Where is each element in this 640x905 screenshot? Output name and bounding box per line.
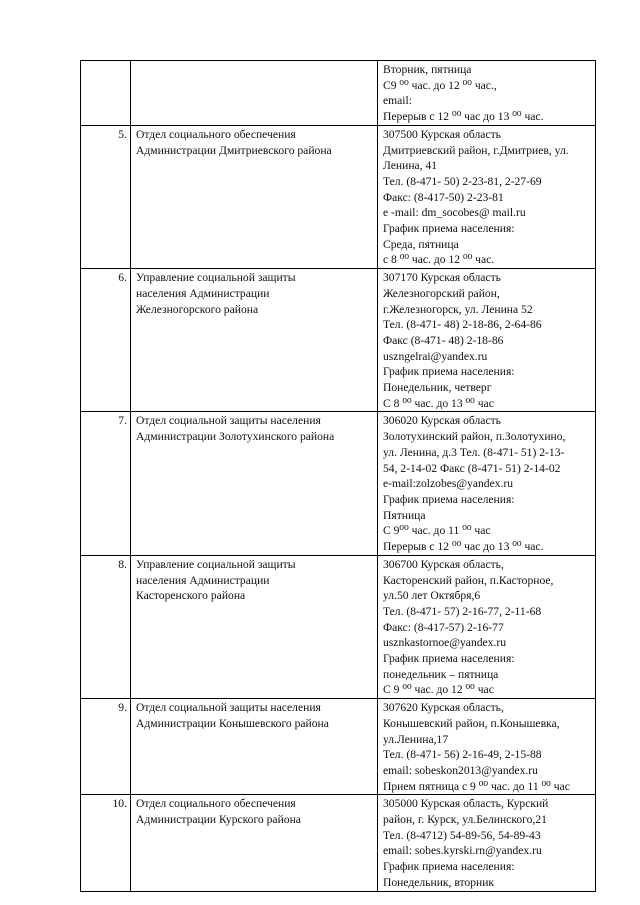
contact-line: Дмитриевский район, г.Дмитриев, ул. — [383, 143, 569, 157]
office-name-line: Железногорского района — [136, 302, 259, 316]
row-number: 9. — [81, 699, 131, 795]
contact-line: График приема населения: — [383, 860, 515, 874]
office-name-line: Администрации Конышевского района — [136, 716, 329, 730]
contact-line: Факс (8-471- 48) 2-18-86 — [383, 333, 504, 347]
contact-line: ул.Ленина,17 — [383, 732, 449, 746]
office-name-line: Отдел социальной защиты населения — [136, 701, 321, 715]
contact-line: Пятница — [383, 508, 426, 522]
contact-line: 307500 Курская область — [383, 127, 501, 141]
contact-line: район, г. Курск, ул.Белинского,21 — [383, 813, 547, 827]
contact-line: с 8 ⁰⁰ час. до 12 ⁰⁰ час. — [383, 253, 495, 267]
table-row — [81, 61, 596, 126]
contact-line: Перерыв с 12 ⁰⁰ час до 13 ⁰⁰ час. — [383, 540, 544, 554]
contact-line: email: sobes.kyrski.rn@yandex.ru — [383, 844, 542, 858]
office-name-line: Касторенского района — [136, 589, 246, 603]
contact-line: Понедельник, вторник — [383, 875, 495, 889]
contact-line: ул.50 лет Октября,6 — [383, 589, 481, 603]
contact-line: Факс: (8-417-50) 2-23-81 — [383, 190, 504, 204]
table-row — [81, 795, 596, 891]
contact-line: г.Железногорск, ул. Ленина 52 — [383, 302, 533, 316]
table-row — [81, 125, 596, 268]
contact-line: 307170 Курская область — [383, 271, 501, 285]
office-name-line: Управление социальной защиты — [136, 271, 296, 285]
contact-line: Тел. (8-471- 48) 2-18-86, 2-64-86 — [383, 318, 542, 332]
contact-line: Золотухинский район, п.Золотухино, — [383, 430, 566, 444]
offices-table — [80, 60, 596, 892]
contact-line: 306700 Курская область, — [383, 557, 504, 571]
office-name-line: Отдел социального обеспечения — [136, 127, 296, 141]
contact-line: e -mail: dm_socobes@ mail.ru — [383, 206, 526, 220]
office-name-line: Администрации Золотухинского района — [136, 430, 335, 444]
contact-line: С 8 ⁰⁰ час. до 13 ⁰⁰ час — [383, 396, 494, 410]
contact-line: Понедельник, четверг — [383, 381, 492, 395]
office-contact-cell — [378, 795, 596, 891]
row-number: 7. — [81, 412, 131, 555]
contact-line: Конышевский район, п.Конышевка, — [383, 716, 560, 730]
office-contact-cell — [378, 555, 596, 698]
office-contact-cell — [378, 61, 596, 126]
contact-line: С 9 ⁰⁰ час. до 12 ⁰⁰ час — [383, 683, 494, 697]
contact-line: График приема населения: — [383, 222, 515, 236]
office-name-line: Управление социальной защиты — [136, 557, 296, 571]
contact-line: С 9⁰⁰ час. до 11 ⁰⁰ час — [383, 524, 491, 538]
contact-line: С9 ⁰⁰ час. до 12 ⁰⁰ час., — [383, 78, 497, 92]
table-row — [81, 412, 596, 555]
contact-line: понедельник – пятница — [383, 667, 499, 681]
row-number: 6. — [81, 269, 131, 412]
contact-line: Тел. (8-471- 57) 2-16-77, 2-11-68 — [383, 604, 542, 618]
contact-line: Прием пятница с 9 ⁰⁰ час. до 11 ⁰⁰ час — [383, 779, 570, 793]
office-name-line: Администрации Курского района — [136, 813, 301, 827]
contact-line: Факс: (8-417-57) 2-16-77 — [383, 620, 504, 634]
contact-line: uszngelrai@yandex.ru — [383, 349, 488, 363]
contact-line: 306020 Курская область — [383, 414, 501, 428]
table-row — [81, 555, 596, 698]
contact-line: График приема населения: — [383, 365, 515, 379]
contact-line: 307620 Курская область, — [383, 701, 504, 715]
contact-line: email: sobeskon2013@yandex.ru — [383, 763, 538, 777]
office-contact-cell — [378, 699, 596, 795]
office-name-cell — [131, 795, 378, 891]
contact-line: Тел. (8-471- 50) 2-23-81, 2-27-69 — [383, 174, 542, 188]
office-name-cell — [131, 125, 378, 268]
table-row — [81, 269, 596, 412]
contact-line: Среда, пятница — [383, 237, 459, 251]
contact-line: Тел. (8-471- 56) 2-16-49, 2-15-88 — [383, 748, 542, 762]
row-number: 8. — [81, 555, 131, 698]
contact-line: ул. Ленина, д.3 Тел. (8-471- 51) 2-13- — [383, 445, 565, 459]
office-name-line: населения Администрации — [136, 286, 270, 300]
contact-line: Перерыв с 12 ⁰⁰ час до 13 ⁰⁰ час. — [383, 110, 544, 124]
contact-line: Касторенский район, п.Касторное, — [383, 573, 554, 587]
contact-line: Вторник, пятница — [383, 63, 472, 76]
contact-line: 54, 2-14-02 Факс (8-471- 51) 2-14-02 — [383, 461, 561, 475]
row-number — [81, 61, 131, 126]
office-name-cell — [131, 412, 378, 555]
contact-line: e-mail:zolzobes@yandex.ru — [383, 477, 514, 491]
office-name-line: Отдел социального обеспечения — [136, 797, 296, 811]
office-name-cell — [131, 269, 378, 412]
office-contact-cell — [378, 412, 596, 555]
contact-line: График приема населения: — [383, 492, 515, 506]
offices-table-body — [81, 61, 596, 892]
contact-line: 305000 Курская область, Курский — [383, 797, 549, 811]
office-name-cell — [131, 555, 378, 698]
contact-line: email: — [383, 94, 412, 108]
office-name-line: населения Администрации — [136, 573, 270, 587]
office-contact-cell — [378, 269, 596, 412]
contact-line: Железногорский район, — [383, 286, 500, 300]
office-name-line: Администрации Дмитриевского района — [136, 143, 332, 157]
contact-line: usznkastornoe@yandex.ru — [383, 636, 507, 650]
office-name-line: Отдел социальной защиты населения — [136, 414, 321, 428]
office-contact-cell — [378, 125, 596, 268]
row-number: 5. — [81, 125, 131, 268]
office-name-cell — [131, 61, 378, 126]
office-name-cell — [131, 699, 378, 795]
row-number: 10. — [81, 795, 131, 891]
contact-line: Тел. (8-4712) 54-89-56, 54-89-43 — [383, 828, 541, 842]
contact-line: График приема населения: — [383, 652, 515, 666]
table-row — [81, 699, 596, 795]
contact-line: Ленина, 41 — [383, 159, 438, 173]
